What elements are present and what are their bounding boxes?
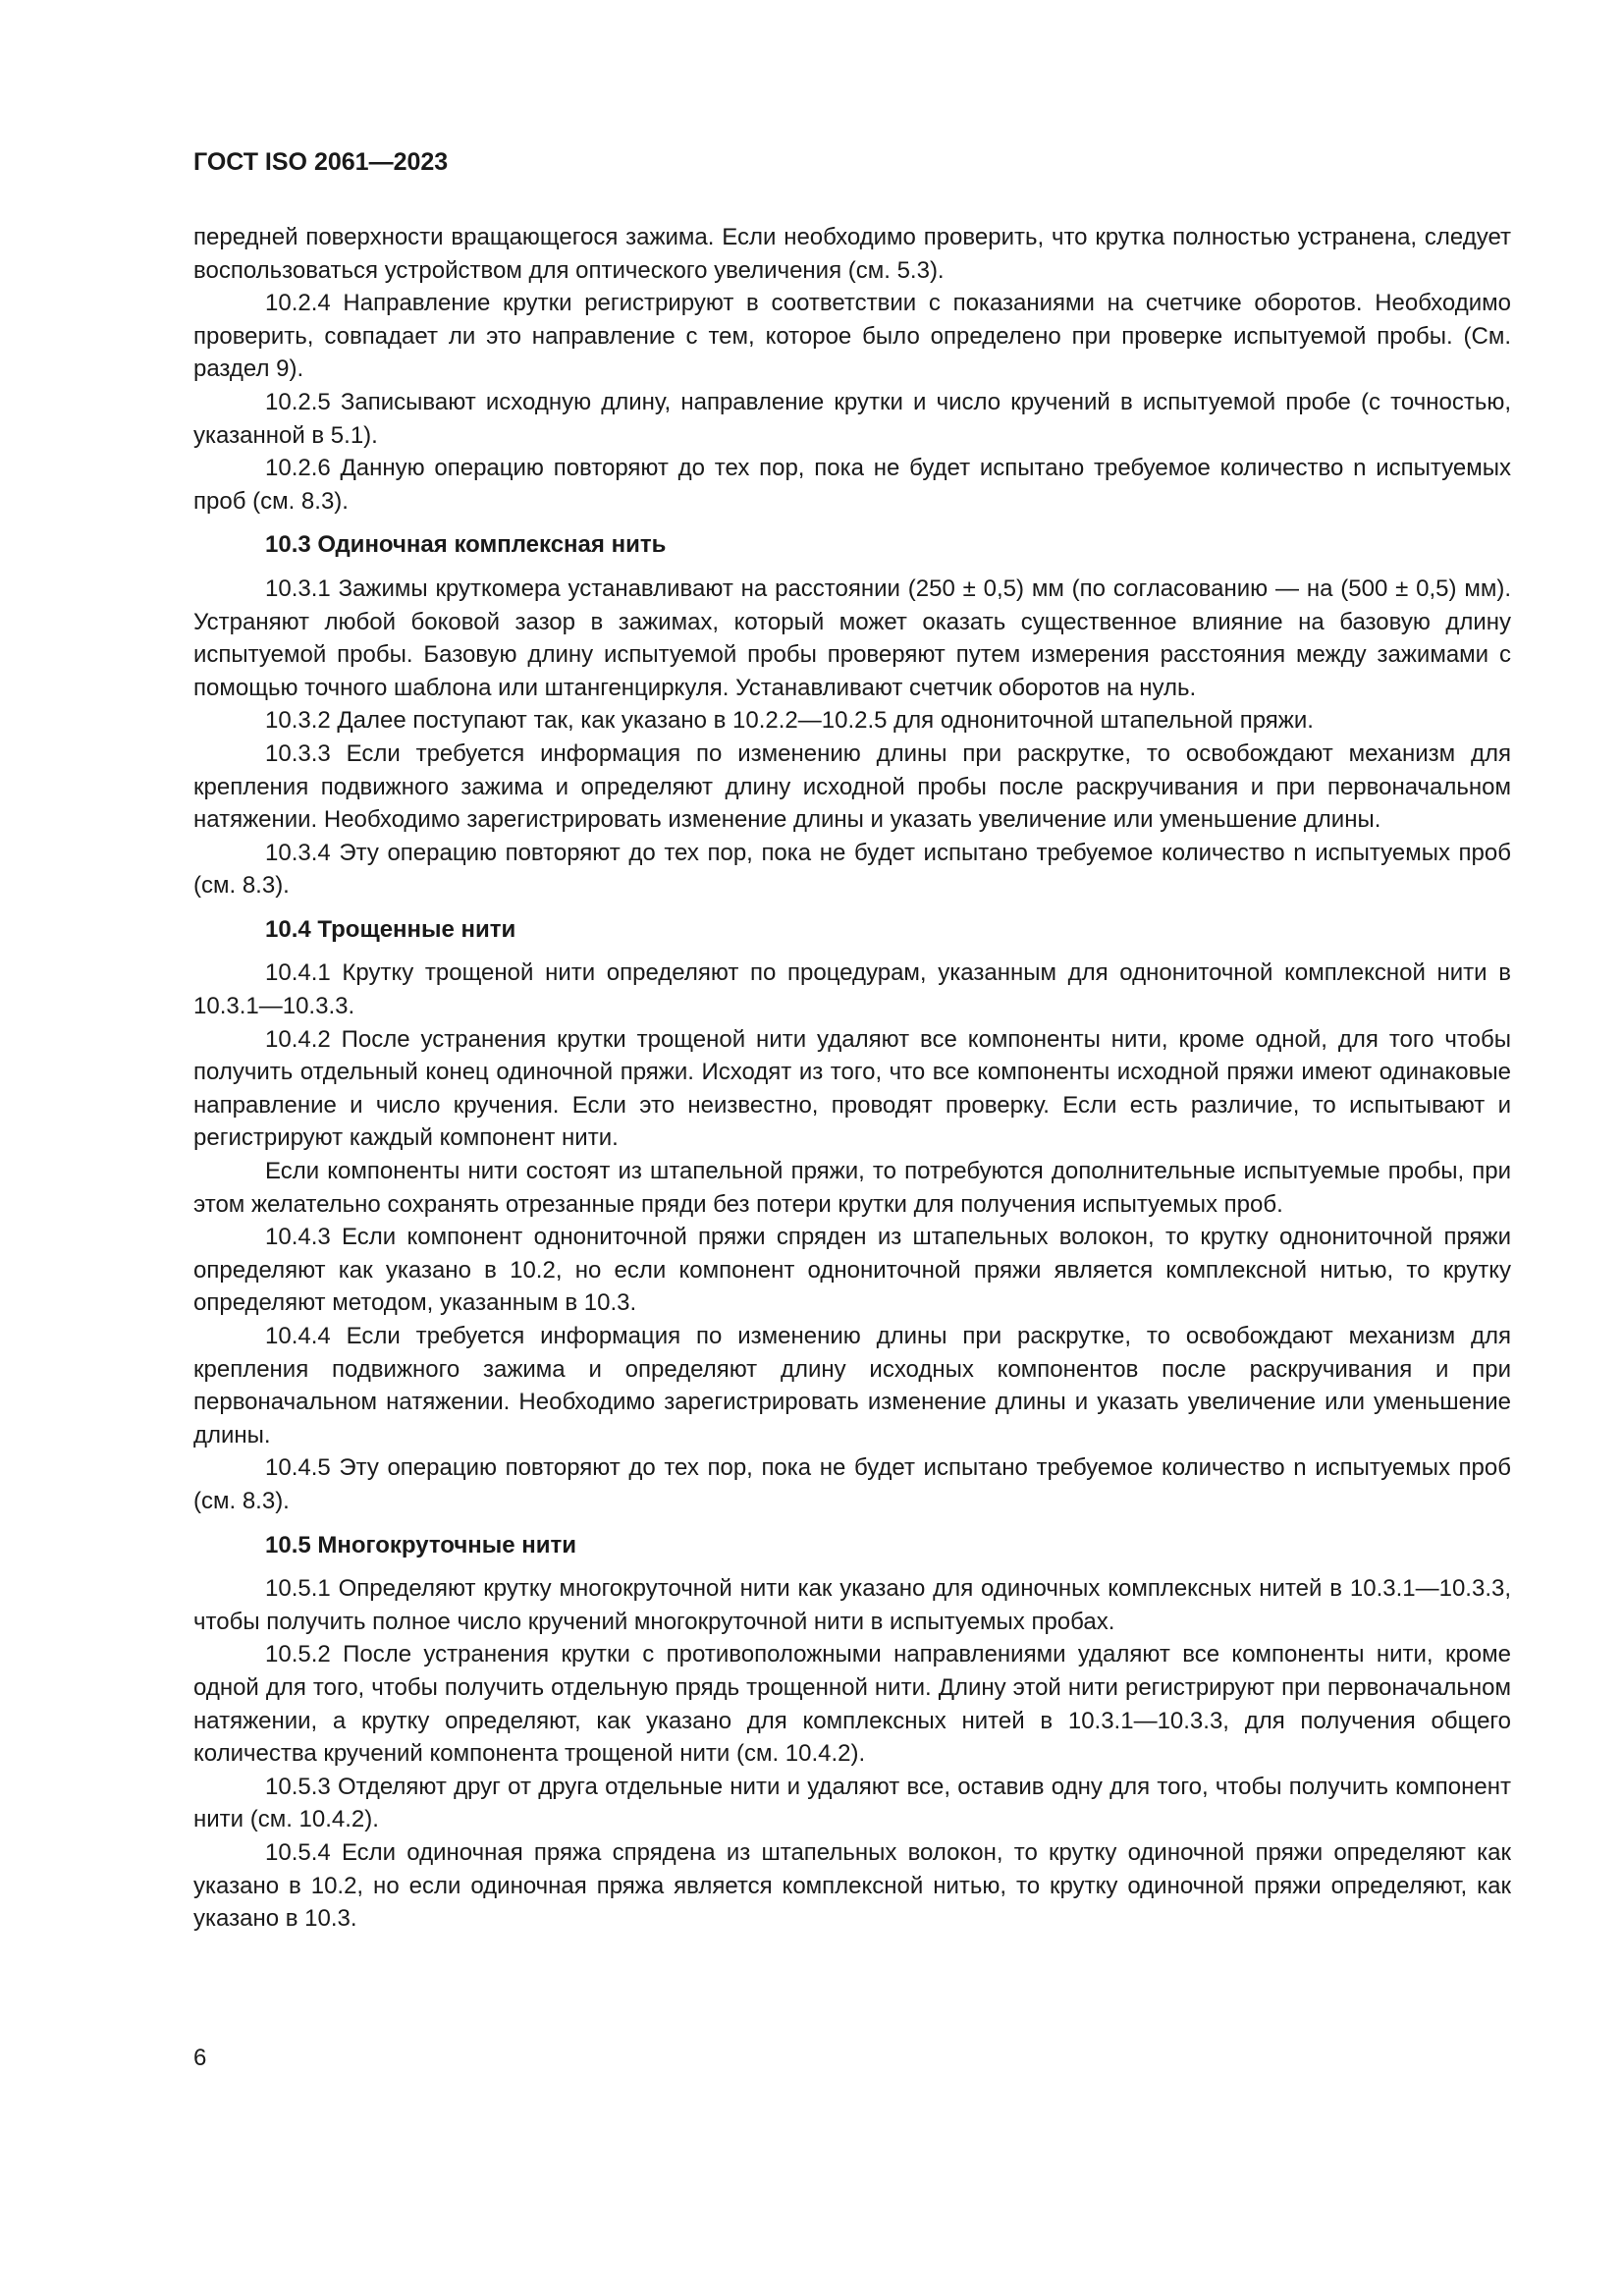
paragraph-10-2-5: 10.2.5 Записывают исходную длину, направление крутки и число кручений в испытуемой пробе (с точностью, указанной в 5.1). xyxy=(193,388,1511,449)
paragraph-10-3-3: 10.3.3 Если требуется информация по изменению длины при раскрутке, то освобождают механизм для крепления подвижного зажима и определяют длину исходной пробы после раскручивания и при первоначальном натяжении. Необходимо зарегистрировать изменение длины и указать увеличение или уменьшение длины. xyxy=(193,739,1511,834)
paragraph-10-4-2-continued: Если компоненты нити состоят из штапельной пряжи, то потребуются дополнительные испытуемые пробы, при этом желательно сохранять отрезанные пряди без потери крутки для получения испытуемых проб. xyxy=(193,1158,1511,1218)
paragraph-10-2-4: 10.2.4 Направление крутки регистрируют в соответствии с показаниями на счетчике оборотов. Необходимо проверить, совпадает ли это направление с тем, которое было определено при проверке испытуемой пробы. (См. раздел 9). xyxy=(193,290,1511,383)
document-page xyxy=(193,147,1511,1936)
paragraph-10-4-2: 10.4.2 После устранения крутки трощеной нити удаляют все компоненты нити, кроме одной, для того чтобы получить отдельный конец одиночной пряжи. Исходят из того, что все компоненты исходной пряжи имеют одинаковые направление и число кручения. Если это неизвестно, проводят проверку. Если есть различие, то испытывают и регистрируют каждый компонент нити. xyxy=(193,1025,1511,1152)
paragraph-10-5-4: 10.5.4 Если одиночная пряжа спрядена из штапельных волокон, то крутку одиночной пряжи определяют как указано в 10.2, но если одиночная пряжа является комплексной нитью, то крутку одиночной пряжи определяют, как указано в 10.3. xyxy=(193,1838,1511,1933)
section-heading-10-3: 10.3 Одиночная комплексная нить xyxy=(265,531,667,559)
section-heading-10-5: 10.5 Многокруточные нити xyxy=(265,1531,577,1558)
paragraph-10-5-3: 10.5.3 Отделяют друг от друга отдельные нити и удаляют все, оставив одну для того, чтобы получить компонент нити (см. 10.4.2). xyxy=(193,1773,1511,1833)
paragraph-10-3-4: 10.3.4 Эту операцию повторяют до тех пор, пока не будет испытано требуемое количество n испытуемых проб (см. 8.3). xyxy=(193,839,1511,900)
paragraph-10-3-2: 10.3.2 Далее поступают так, как указано в 10.2.2—10.2.5 для однониточной штапельной пряжи. xyxy=(265,707,1314,735)
continuation-paragraph: передней поверхности вращающегося зажима. Если необходимо проверить, что крутка полностью устранена, следует воспользоваться устройством для оптического увеличения (см. 5.3). xyxy=(193,224,1511,284)
paragraph-10-5-1: 10.5.1 Определяют крутку многокруточной нити как указано для одиночных комплексных нитей в 10.3.1—10.3.3, чтобы получить полное число кручений многокруточной нити в испытуемых пробах. xyxy=(193,1575,1511,1635)
document-body xyxy=(193,221,1511,1936)
paragraph-10-4-3: 10.4.3 Если компонент однониточной пряжи спряден из штапельных волокон, то крутку однониточной пряжи определяют как указано в 10.2, но если компонент однониточной пряжи является комплексной нитью, то крутку определяют методом, указанным в 10.3. xyxy=(193,1224,1511,1317)
paragraph-10-4-4: 10.4.4 Если требуется информация по изменению длины при раскрутке, то освобождают механизм для крепления подвижного зажима и определяют длину исходных компонентов после раскручивания и при первоначальном натяжении. Необходимо зарегистрировать изменение длины и указать увеличение или уменьшение длины. xyxy=(193,1323,1511,1449)
paragraph-10-5-2: 10.5.2 После устранения крутки с противоположными направлениями удаляют все компоненты нити, кроме одной для того, чтобы получить отдельную прядь трощенной нити. Длину этой нити регистрируют при первоначальном натяжении, а крутку определяют, как указано для комплексных нитей в 10.3.1—10.3.3, для получения общего количества кручений компонента трощеной нити (см. 10.4.2). xyxy=(193,1641,1511,1768)
section-heading-10-4: 10.4 Трощенные нити xyxy=(265,915,516,943)
page-number: 6 xyxy=(193,2045,207,2071)
document-header: ГОСТ ISO 2061—2023 xyxy=(193,148,449,176)
paragraph-10-4-1: 10.4.1 Крутку трощеной нити определяют по процедурам, указанным для однониточной комплексной нити в 10.3.1—10.3.3. xyxy=(193,959,1511,1020)
paragraph-10-3-1: 10.3.1 Зажимы круткомера устанавливают на расстоянии (250 ± 0,5) мм (по согласованию — на (500 ± 0,5) мм). Устраняют любой боковой зазор в зажимах, который может оказать существенное влияние на базовую длину испытуемой пробы. Базовую длину испытуемой пробы проверяют путем измерения расстояния между зажимами с помощью точного шаблона или штангенциркуля. Устанавливают счетчик оборотов на нуль. xyxy=(193,574,1511,701)
paragraph-10-2-6: 10.2.6 Данную операцию повторяют до тех пор, пока не будет испытано требуемое количество n испытуемых проб (см. 8.3). xyxy=(193,455,1511,515)
paragraph-10-4-5: 10.4.5 Эту операцию повторяют до тех пор, пока не будет испытано требуемое количество n испытуемых проб (см. 8.3). xyxy=(193,1454,1511,1514)
